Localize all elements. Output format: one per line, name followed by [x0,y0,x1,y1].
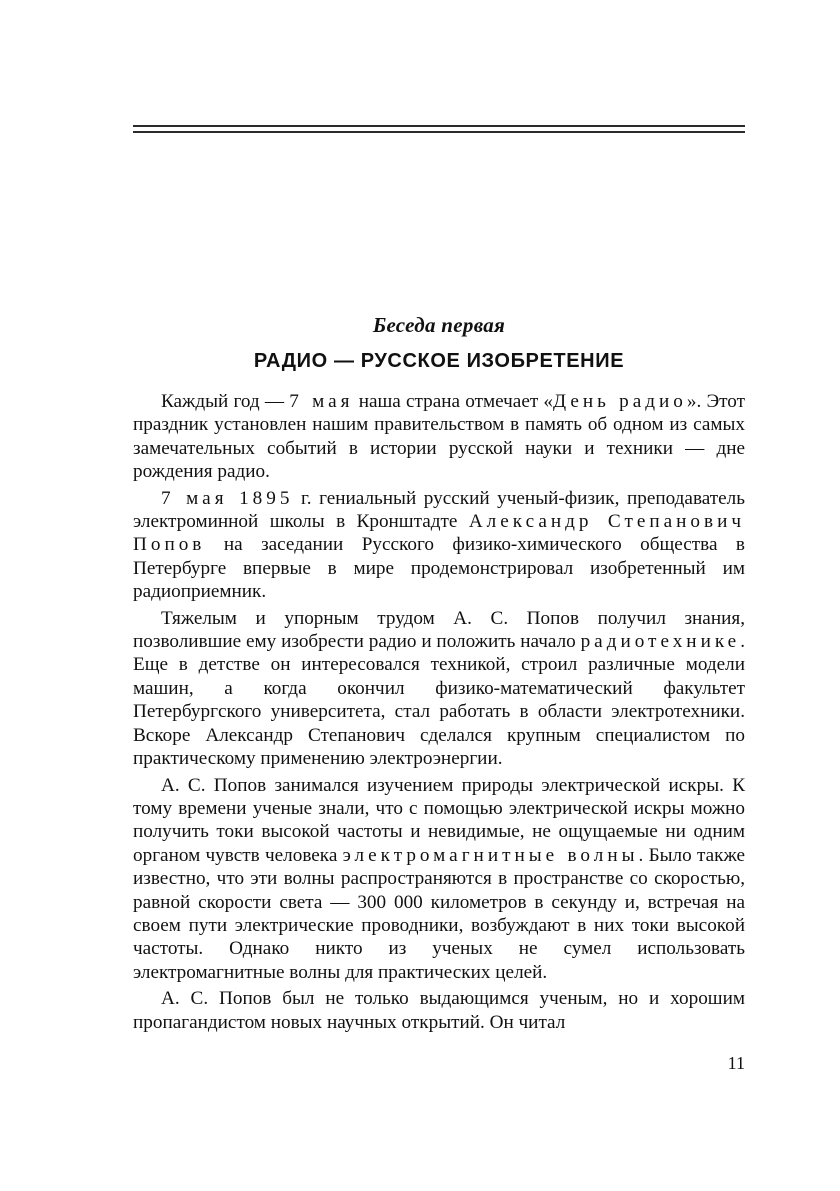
spaced-emphasis: радиотехнике [580,631,741,653]
header-rule-bottom [133,131,745,133]
spaced-emphasis: Александр Степанович Попов [133,511,745,556]
paragraph-5: А. С. Попов был не только выдающимся ученым, но и хорошим пропагандистом новых научных открытий. Он читал [133,988,745,1033]
spaced-emphasis: электромагнитные волны [342,844,639,866]
chapter-title: РАДИО — РУССКОЕ ИЗОБРЕТЕНИЕ [253,350,625,372]
page-number: 11 [727,1053,745,1073]
paragraph-4: А. С. Попов занимался изучением природы электрической искры. К тому времени ученые знали, что с помощью электрической искры можно получить токи высокой частоты и невидимые, не ощущаемые ни одним органом чувств человека электромагнитные волны. Было также известно, что эти волны распространяются в пространстве со скоростью, равной скорости света — 300 000 километров в секунду и, встречая на своем пути электрические проводники, возбуждают в них токи высокой частоты. Однако никто из ученых не сумел использовать электромагнитные волны для практических целей. [133,774,745,983]
paragraph-2: 7 мая 1895 г. гениальный русский ученый-физик, преподаватель электроминной школы в Кронштадте Александр Степанович Попов на заседании Русского физико-химического общества в Петербурге впервые в мире продемонстрировал изобретенный им радиоприемник. [133,487,746,603]
spaced-emphasis: День радио [553,391,687,412]
header-rule-top [133,125,745,127]
body-text [133,390,745,1037]
chapter-label: Беседа первая [372,313,506,337]
paragraph-1: Каждый год — 7 мая наша страна отмечает «День радио». Этот праздник установлен нашим правительством в память об одном из самых замечательных событий в истории русской науки и техники — дне рождения радио. [133,391,745,483]
paragraph-3: Тяжелым и упорным трудом А. С. Попов получил знания, позволившие ему изобрести радио и положить начало радиотехнике. Еще в детстве он интересовался техникой, строил различные модели машин, а когда окончил физико-математический факультет Петербургского университета, стал работать в области электротехники. Вскоре Александр Степанович сделался крупным специалистом по практическому применению электроэнергии. [133,607,745,770]
spaced-emphasis: 7 мая [289,391,354,412]
spaced-emphasis: 7 мая 1895 [161,487,294,509]
